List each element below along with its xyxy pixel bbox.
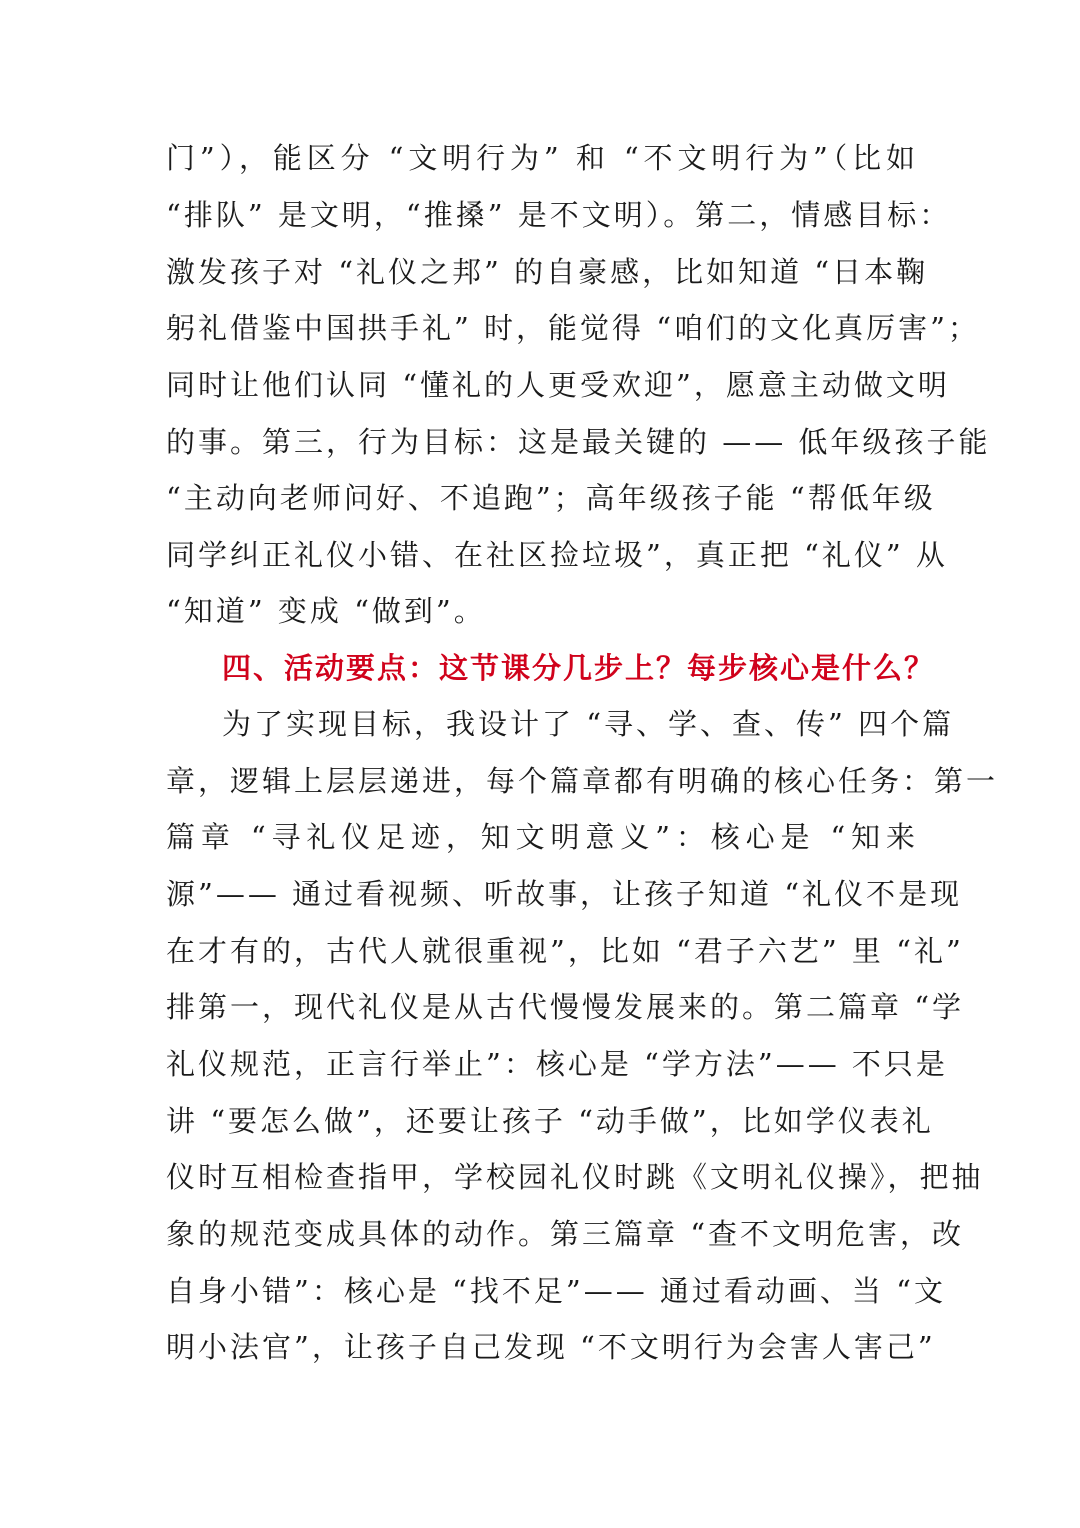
paragraph-line: 自身小错”：核心是 “找不足”—— 通过看动画、当 “文 [166, 1274, 946, 1308]
paragraph-line: 礼仪规范，正言行举止”：核心是 “学方法”—— 不只是 [166, 1047, 948, 1081]
paragraph-line: 章，逻辑上层层递进，每个篇章都有明确的核心任务：第一 [166, 764, 999, 798]
paragraph-line: 篇章 “寻礼仪足迹，知文明意义”：核心是 “知来 [166, 820, 918, 854]
paragraph-line: 躬礼借鉴中国拱手礼” 时，能觉得 “咱们的文化真厉害”； [166, 311, 980, 345]
section-heading: 四、活动要点：这节课分几步上？每步核心是什么？ [222, 651, 936, 685]
paragraph-line: 排第一，现代礼仪是从古代慢慢发展来的。第二篇章 “学 [166, 990, 965, 1024]
paragraph-line: “主动向老师问好、不追跑”；高年级孩子能 “帮低年级 [166, 481, 936, 515]
paragraph-line: 为了实现目标，我设计了 “寻、学、查、传” 四个篇 [222, 707, 955, 741]
paragraph-line: “知道” 变成 “做到”。 [166, 594, 486, 628]
paragraph-line: 明小法官”，让孩子自己发现 “不文明行为会害人害己” [166, 1330, 936, 1364]
paragraph-line: 源”—— 通过看视频、听故事，让孩子知道 “礼仪不是现 [166, 877, 963, 911]
paragraph-line: 讲 “要怎么做”，还要让孩子 “动手做”，比如学仪表礼 [166, 1104, 934, 1138]
paragraph-line: 门”），能区分 “文明行为” 和 “不文明行为”（比如 [166, 141, 918, 175]
paragraph-line: 象的规范变成具体的动作。第三篇章 “查不文明危害，改 [166, 1217, 965, 1251]
paragraph-line: 同时让他们认同 “懂礼的人更受欢迎”，愿意主动做文明 [166, 368, 950, 402]
paragraph-line: “排队” 是文明，“推搡” 是不文明）。第二，情感目标： [166, 198, 952, 232]
paragraph-line: 仪时互相检查指甲，学校园礼仪时跳《文明礼仪操》，把抽 [166, 1160, 984, 1194]
paragraph-line: 同学纠正礼仪小错、在社区捡垃圾”，真正把 “礼仪” 从 [166, 538, 948, 572]
paragraph-line: 的事。第三，行为目标：这是最关键的 —— 低年级孩子能 [166, 425, 991, 459]
paragraph-line: 在才有的，古代人就很重视”，比如 “君子六艺” 里 “礼” [166, 934, 964, 968]
paragraph-line: 激发孩子对 “礼仪之邦” 的自豪感，比如知道 “日本鞠 [166, 255, 929, 289]
